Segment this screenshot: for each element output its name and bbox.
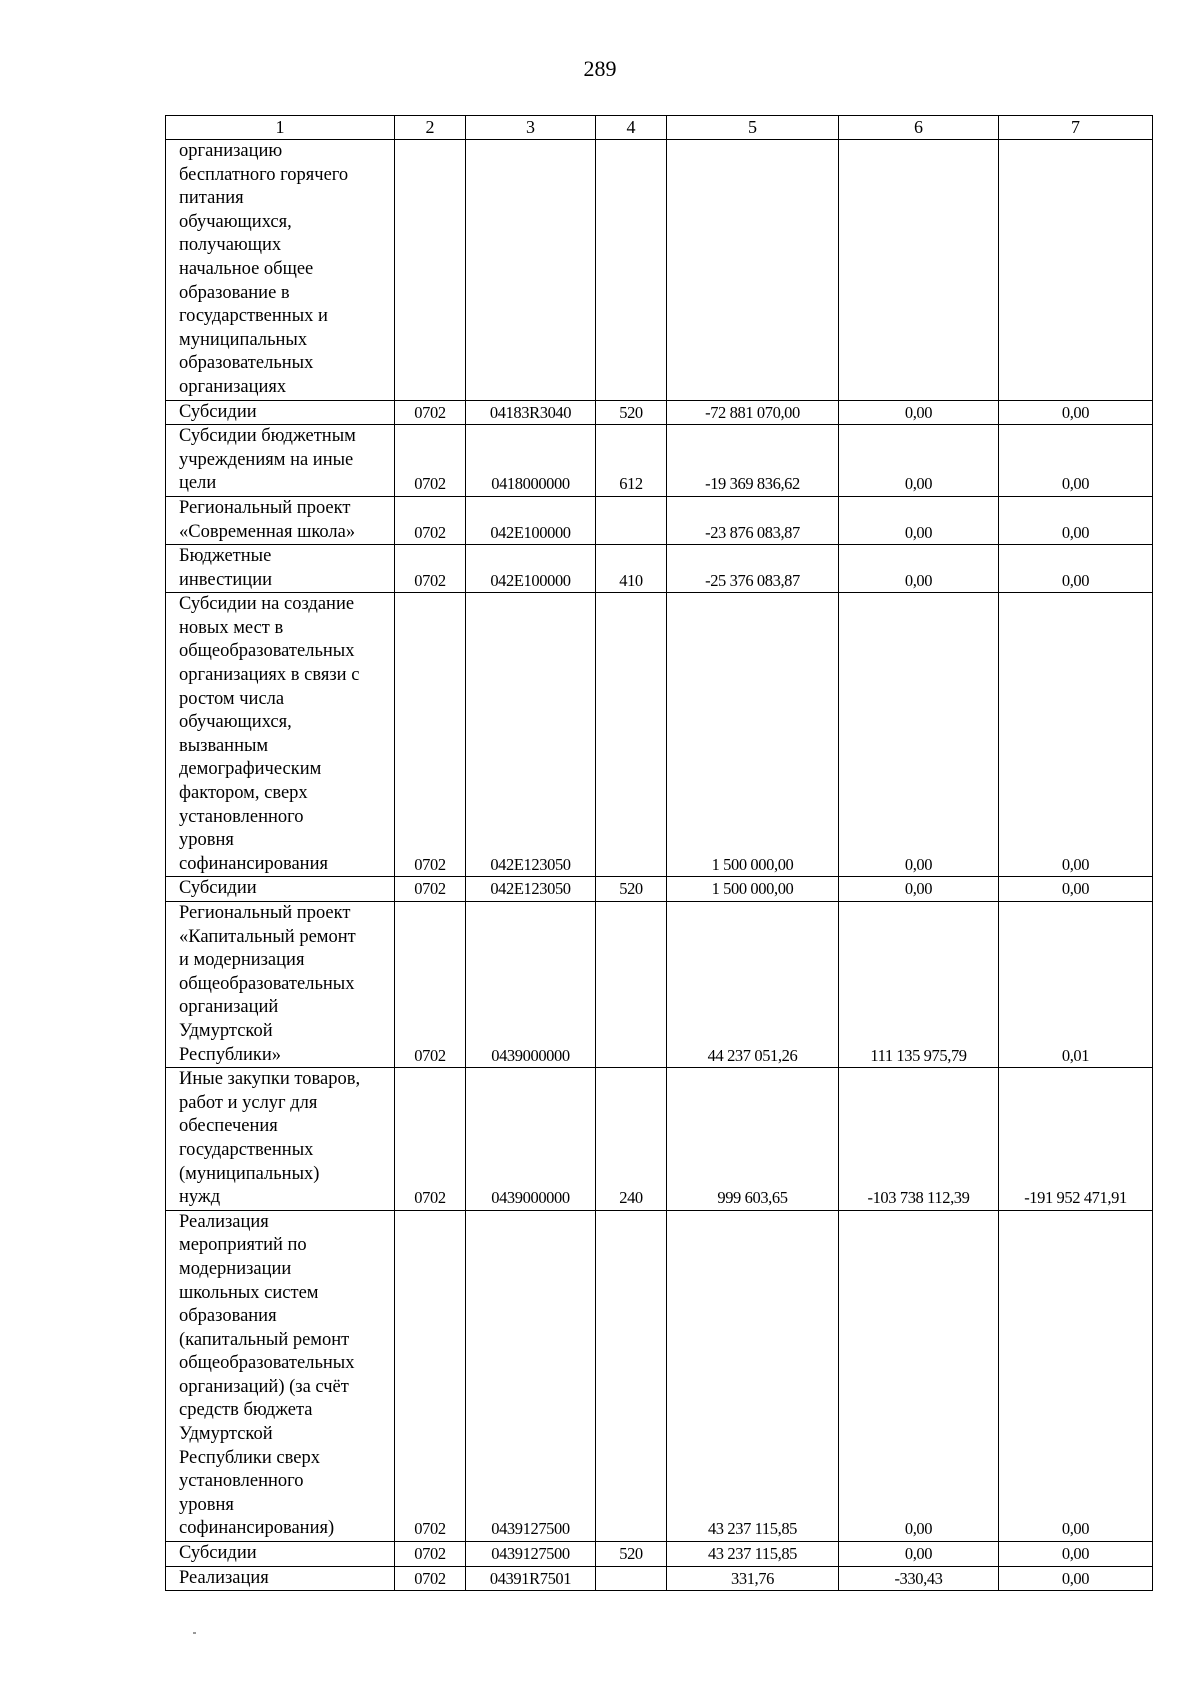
expense-type-cell bbox=[596, 593, 667, 877]
section-code-cell bbox=[395, 902, 466, 1068]
row-name-cell-text: Бюджетные инвестиции bbox=[179, 546, 272, 590]
amount-col6-cell-text: -330,43 bbox=[894, 1568, 943, 1588]
column-header: 3 bbox=[466, 116, 596, 140]
section-code-cell-text: 0702 bbox=[414, 402, 446, 422]
amount-col7-cell-text: 0,00 bbox=[1061, 854, 1090, 874]
expense-type-cell-text: 612 bbox=[619, 474, 643, 494]
amount-col7-cell-text: 0,00 bbox=[1061, 1519, 1090, 1539]
expense-type-cell bbox=[596, 902, 667, 1068]
target-code-cell-text: 04391R7501 bbox=[489, 1568, 572, 1588]
amount-col6-cell bbox=[839, 1542, 999, 1567]
target-code-cell bbox=[466, 400, 596, 425]
section-code-cell-text: 0702 bbox=[414, 854, 446, 874]
amount-col5-cell bbox=[667, 496, 839, 544]
section-code-cell bbox=[395, 593, 466, 877]
table-row bbox=[166, 1068, 1153, 1211]
section-code-cell bbox=[395, 1068, 466, 1211]
amount-col6-cell-text: 0,00 bbox=[904, 1544, 933, 1564]
amount-col5-cell bbox=[667, 425, 839, 497]
amount-col7-cell-text: -191 952 471,91 bbox=[1024, 1188, 1127, 1208]
section-code-cell bbox=[395, 1210, 466, 1541]
expense-type-cell bbox=[596, 400, 667, 425]
row-name-cell-text: Субсидии бюджетным учреждениям на иные цели bbox=[179, 426, 356, 494]
amount-col6-cell bbox=[839, 1566, 999, 1591]
amount-col5-cell bbox=[667, 1566, 839, 1591]
expense-type-cell-text: 410 bbox=[619, 570, 643, 590]
page-number: 289 bbox=[583, 56, 617, 81]
amount-col6-cell-text: 111 135 975,79 bbox=[870, 1045, 967, 1065]
column-header: 2 bbox=[395, 116, 466, 140]
table-row bbox=[166, 400, 1153, 425]
row-name-cell-text: организацию бесплатного горячего питания обучающихся, получающих начальное общее образование в государственных и муниципальных образовательных организациях bbox=[179, 141, 349, 397]
amount-col6-cell bbox=[839, 1210, 999, 1541]
row-name-cell-text: Субсидии bbox=[179, 878, 257, 899]
amount-col7-cell-text: 0,00 bbox=[1061, 402, 1090, 422]
amount-col5-cell-text: 43 237 115,85 bbox=[707, 1519, 798, 1539]
table-row bbox=[166, 545, 1153, 593]
row-name-cell-text: Региональный проект «Современная школа» bbox=[179, 497, 356, 542]
section-code-cell-text: 0702 bbox=[414, 522, 446, 542]
amount-col6-cell-text: 0,00 bbox=[904, 1519, 933, 1539]
amount-col5-cell-text: -72 881 070,00 bbox=[705, 402, 800, 422]
amount-col7-cell-text: 0,00 bbox=[1061, 522, 1090, 542]
section-code-cell bbox=[395, 140, 466, 401]
row-name-cell bbox=[166, 1068, 395, 1211]
target-code-cell bbox=[466, 593, 596, 877]
row-name-cell bbox=[166, 1542, 395, 1567]
amount-col6-cell bbox=[839, 877, 999, 902]
section-code-cell-text: 0702 bbox=[414, 1519, 446, 1539]
amount-col7-cell-text: 0,00 bbox=[1061, 474, 1090, 494]
target-code-cell bbox=[466, 425, 596, 497]
section-code-cell-text: 0702 bbox=[414, 1568, 446, 1588]
amount-col6-cell-text: 0,00 bbox=[904, 570, 933, 590]
amount-col7-cell bbox=[999, 902, 1153, 1068]
amount-col6-cell bbox=[839, 140, 999, 401]
expense-type-cell-text: 520 bbox=[619, 879, 643, 899]
target-code-cell bbox=[466, 545, 596, 593]
target-code-cell bbox=[466, 140, 596, 401]
section-code-cell bbox=[395, 1566, 466, 1591]
row-name-cell bbox=[166, 545, 395, 593]
expense-type-cell bbox=[596, 425, 667, 497]
amount-col5-cell bbox=[667, 400, 839, 425]
row-name-cell-text: Иные закупки товаров, работ и услуг для обеспечения государственных (муниципальных) нужд bbox=[179, 1069, 361, 1208]
section-code-cell bbox=[395, 877, 466, 902]
row-name-cell bbox=[166, 902, 395, 1068]
table-row bbox=[166, 1542, 1153, 1567]
target-code-cell bbox=[466, 902, 596, 1068]
amount-col5-cell-text: 331,76 bbox=[731, 1568, 774, 1588]
column-header: 1 bbox=[166, 116, 395, 140]
amount-col6-cell bbox=[839, 425, 999, 497]
row-name-cell bbox=[166, 496, 395, 544]
amount-col5-cell bbox=[667, 1068, 839, 1211]
target-code-cell-text: 042E123050 bbox=[490, 879, 571, 899]
amount-col5-cell bbox=[667, 1210, 839, 1541]
row-name-cell bbox=[166, 140, 395, 401]
column-header: 7 bbox=[999, 116, 1153, 140]
row-name-cell-text: Реализация мероприятий по модернизации школьных систем образования (капитальный ремонт общеобразовательных организаций) (за счёт средств бюджета Удмуртской Республики сверх установленного уровня софинансирования) bbox=[179, 1211, 355, 1539]
row-name-cell-text: Реализация bbox=[179, 1567, 269, 1588]
target-code-cell bbox=[466, 1542, 596, 1567]
row-name-cell-text: Субсидии bbox=[179, 401, 257, 422]
section-code-cell bbox=[395, 496, 466, 544]
amount-col5-cell-text: -23 876 083,87 bbox=[705, 522, 800, 542]
amount-col7-cell-text: 0,00 bbox=[1061, 1568, 1090, 1588]
amount-col7-cell bbox=[999, 425, 1153, 497]
amount-col5-cell-text: -25 376 083,87 bbox=[705, 570, 800, 590]
expense-type-cell bbox=[596, 1068, 667, 1211]
target-code-cell-text: 0439127500 bbox=[491, 1544, 570, 1564]
row-name-cell bbox=[166, 593, 395, 877]
target-code-cell-text: 04183R3040 bbox=[489, 402, 572, 422]
amount-col5-cell-text: 44 237 051,26 bbox=[707, 1045, 798, 1065]
column-header: 4 bbox=[596, 116, 667, 140]
row-name-cell bbox=[166, 877, 395, 902]
amount-col5-cell-text: 999 603,65 bbox=[717, 1188, 788, 1208]
expense-type-cell bbox=[596, 1542, 667, 1567]
target-code-cell-text: 0418000000 bbox=[491, 474, 570, 494]
amount-col7-cell bbox=[999, 1210, 1153, 1541]
amount-col6-cell-text: 0,00 bbox=[904, 854, 933, 874]
expense-type-cell-text: 240 bbox=[619, 1188, 643, 1208]
section-code-cell-text: 0702 bbox=[414, 570, 446, 590]
amount-col6-cell-text: 0,00 bbox=[904, 879, 933, 899]
target-code-cell-text: 042E100000 bbox=[490, 522, 571, 542]
table-row bbox=[166, 902, 1153, 1068]
amount-col7-cell-text: 0,00 bbox=[1061, 570, 1090, 590]
amount-col7-cell bbox=[999, 496, 1153, 544]
scan-speck bbox=[193, 1632, 196, 1634]
expense-type-cell bbox=[596, 1566, 667, 1591]
amount-col7-cell bbox=[999, 877, 1153, 902]
section-code-cell bbox=[395, 400, 466, 425]
target-code-cell-text: 0439000000 bbox=[491, 1188, 570, 1208]
expense-type-cell-text: 520 bbox=[619, 1544, 643, 1564]
expense-type-cell bbox=[596, 140, 667, 401]
amount-col6-cell bbox=[839, 902, 999, 1068]
amount-col6-cell bbox=[839, 593, 999, 877]
target-code-cell bbox=[466, 1068, 596, 1211]
table-row bbox=[166, 877, 1153, 902]
amount-col6-cell-text: 0,00 bbox=[904, 474, 933, 494]
target-code-cell bbox=[466, 1210, 596, 1541]
amount-col7-cell bbox=[999, 140, 1153, 401]
expense-type-cell bbox=[596, 877, 667, 902]
budget-table bbox=[165, 115, 1153, 1591]
section-code-cell bbox=[395, 545, 466, 593]
row-name-cell-text: Субсидии на создание новых мест в общеобразовательных организациях в связи с ростом числа обучающихся, вызванным демографическим фактором, сверх установленного уровня софинансирования bbox=[179, 594, 360, 874]
amount-col6-cell-text: 0,00 bbox=[904, 402, 933, 422]
table-row bbox=[166, 496, 1153, 544]
amount-col5-cell-text: 1 500 000,00 bbox=[711, 879, 794, 899]
section-code-cell bbox=[395, 425, 466, 497]
amount-col6-cell bbox=[839, 400, 999, 425]
amount-col7-cell bbox=[999, 1068, 1153, 1211]
target-code-cell bbox=[466, 496, 596, 544]
amount-col7-cell-text: 0,00 bbox=[1061, 879, 1090, 899]
amount-col5-cell-text: 43 237 115,85 bbox=[707, 1544, 798, 1564]
column-header: 5 bbox=[667, 116, 839, 140]
amount-col5-cell bbox=[667, 1542, 839, 1567]
section-code-cell-text: 0702 bbox=[414, 1544, 446, 1564]
expense-type-cell bbox=[596, 1210, 667, 1541]
amount-col7-cell bbox=[999, 400, 1153, 425]
amount-col7-cell bbox=[999, 1542, 1153, 1567]
row-name-cell bbox=[166, 1210, 395, 1541]
header-row bbox=[166, 116, 1153, 140]
amount-col5-cell bbox=[667, 545, 839, 593]
section-code-cell-text: 0702 bbox=[414, 1045, 446, 1065]
amount-col5-cell-text: 1 500 000,00 bbox=[711, 854, 794, 874]
row-name-cell bbox=[166, 425, 395, 497]
target-code-cell-text: 042E100000 bbox=[490, 570, 571, 590]
expense-type-cell-text: 520 bbox=[619, 402, 643, 422]
amount-col7-cell bbox=[999, 1566, 1153, 1591]
table-row bbox=[166, 140, 1153, 401]
table-row bbox=[166, 1566, 1153, 1591]
target-code-cell bbox=[466, 1566, 596, 1591]
section-code-cell bbox=[395, 1542, 466, 1567]
row-name-cell bbox=[166, 400, 395, 425]
target-code-cell-text: 0439127500 bbox=[491, 1519, 570, 1539]
amount-col6-cell-text: 0,00 bbox=[904, 522, 933, 542]
section-code-cell-text: 0702 bbox=[414, 879, 446, 899]
amount-col6-cell bbox=[839, 1068, 999, 1211]
amount-col5-cell bbox=[667, 902, 839, 1068]
amount-col6-cell bbox=[839, 545, 999, 593]
amount-col6-cell-text: -103 738 112,39 bbox=[867, 1188, 970, 1208]
target-code-cell-text: 042E123050 bbox=[490, 854, 571, 874]
amount-col7-cell-text: 0,01 bbox=[1061, 1045, 1090, 1065]
amount-col5-cell-text: -19 369 836,62 bbox=[705, 474, 800, 494]
row-name-cell bbox=[166, 1566, 395, 1591]
expense-type-cell bbox=[596, 545, 667, 593]
section-code-cell-text: 0702 bbox=[414, 474, 446, 494]
section-code-cell-text: 0702 bbox=[414, 1188, 446, 1208]
amount-col7-cell-text: 0,00 bbox=[1061, 1544, 1090, 1564]
amount-col7-cell bbox=[999, 593, 1153, 877]
column-header: 6 bbox=[839, 116, 999, 140]
amount-col5-cell bbox=[667, 140, 839, 401]
row-name-cell-text: Субсидии bbox=[179, 1543, 257, 1564]
table-row bbox=[166, 593, 1153, 877]
expense-type-cell bbox=[596, 496, 667, 544]
table-row bbox=[166, 1210, 1153, 1541]
amount-col5-cell bbox=[667, 593, 839, 877]
amount-col5-cell bbox=[667, 877, 839, 902]
target-code-cell bbox=[466, 877, 596, 902]
amount-col7-cell bbox=[999, 545, 1153, 593]
target-code-cell-text: 0439000000 bbox=[491, 1045, 570, 1065]
table-row bbox=[166, 425, 1153, 497]
row-name-cell-text: Региональный проект «Капитальный ремонт и модернизация общеобразовательных организаций Удмуртской Республики» bbox=[179, 903, 356, 1065]
amount-col6-cell bbox=[839, 496, 999, 544]
